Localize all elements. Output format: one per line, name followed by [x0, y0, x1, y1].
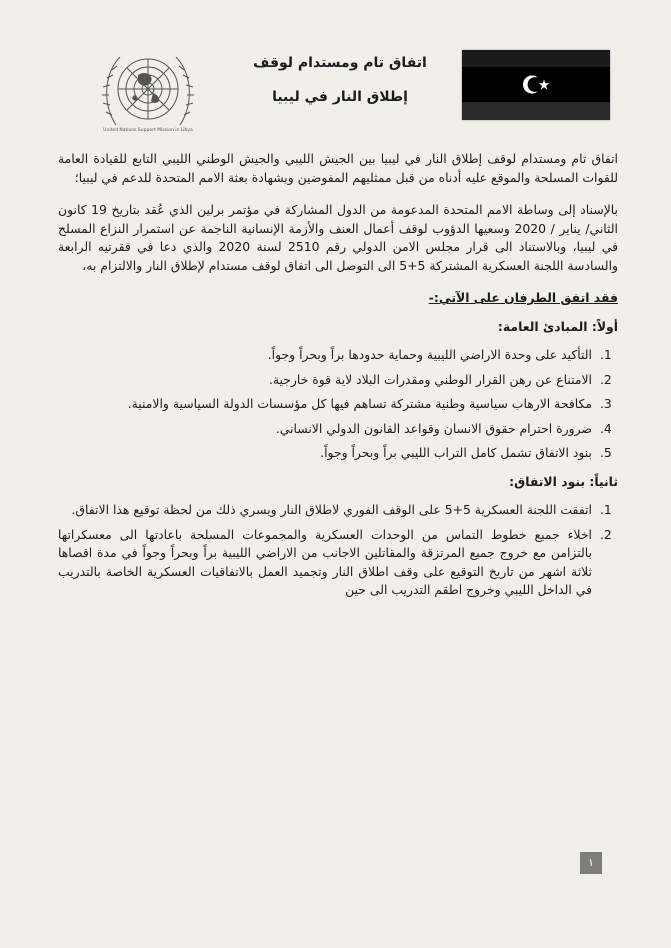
section-1-list [58, 346, 618, 463]
list-item: 1. اتفقت اللجنة العسكرية 5+5 على الوقف الفوري لاطلاق النار ويسري ذلك من لحظة توقيع هذا الاتفاق. [58, 501, 596, 520]
list-item: 4. ضرورة احترام حقوق الانسان وقواعد القانون الدولي الانساني. [58, 420, 596, 439]
list-item: 2. اخلاء جميع خطوط التماس من الوحدات العسكرية والمجموعات المسلحة باعادتها الى معسكراتها بالتزامن مع خروج جميع المرتزقة والمقاتلين الاجانب من الاراضي الليبية براً وبحراً وجواً في مدة اقصاها ثلاثة اشهر من تاريخ التوقيع على وقف اطلاق النار وتجميد العمل بالاتفاقيات العسكرية الخاصة بالتدريب في الداخل الليبي وخروج اطقم التدريب الى حين [58, 526, 596, 600]
emblem-caption: United Nations Support Mission in Libya [103, 128, 193, 133]
un-emblem-icon [98, 45, 198, 137]
intro-paragraph: اتفاق تام ومستدام لوقف إطلاق النار في ليبيا بين الجيش الليبي والجيش الوطني الليبي التابع للقيادة العامة للقوات المسلحة والموقع عليه أدناه من قبل ممثليهم المفوضين وبشهادة بعثة الامم المتحدة للدعم في ليبيا؛ [58, 151, 618, 185]
list-item: 2. الامتناع عن رهن القرار الوطني ومقدرات البلاد لاية قوة خارجية. [58, 371, 596, 390]
context-paragraph: بالإسناد إلى وساطة الامم المتحدة المدعومة من الدول المشاركة في مؤتمر برلين الذي عُقد بتاريخ 19 كانون الثاني/ يناير / 2020 وسعيها الدؤوب لوقف أعمال العنف والأزمة الإنسانية الناجمة عن استمرار النزاع المسلح في ليبيا، وبالاستناد الى قرار مجلس الامن الدولي رقم 2510 لسنة 2020 والذي دعا في فقرتيه الرابعة والسادسة اللجنة العسكرية المشتركة 5+5 الى التوصل الى اتفاق لوقف مستدام لإطلاق النار والالتزام به، [58, 202, 619, 273]
list-item: 1. التأكيد على وحدة الاراضي الليبية وحماية حدودها براً وبحراً وجواً. [58, 346, 596, 365]
title-line-1: اتفاق تام ومستدام لوقف [253, 55, 427, 71]
document-body [58, 150, 618, 610]
list-item: 5. بنود الاتفاق تشمل كامل التراب الليبي براً وبحراً وجواً. [58, 444, 596, 463]
list-item: 3. مكافحة الارهاب سياسية وطنية مشتركة تساهم فيها كل مؤسسات الدولة السياسية والامنية. [58, 395, 596, 414]
libya-flag-icon [462, 50, 610, 120]
section-2-list [58, 501, 618, 600]
agreed-heading: فقد اتفق الطرفان على الآتي:- [428, 290, 618, 305]
section-2-heading: ثانياً: بنود الاتفاق: [509, 473, 618, 489]
document-title [230, 52, 450, 120]
title-line-2: إطلاق النار في ليبيا [272, 89, 408, 105]
page-number: ١ [580, 852, 602, 874]
section-1-heading: أولاً: المبادئ العامة: [497, 318, 618, 334]
